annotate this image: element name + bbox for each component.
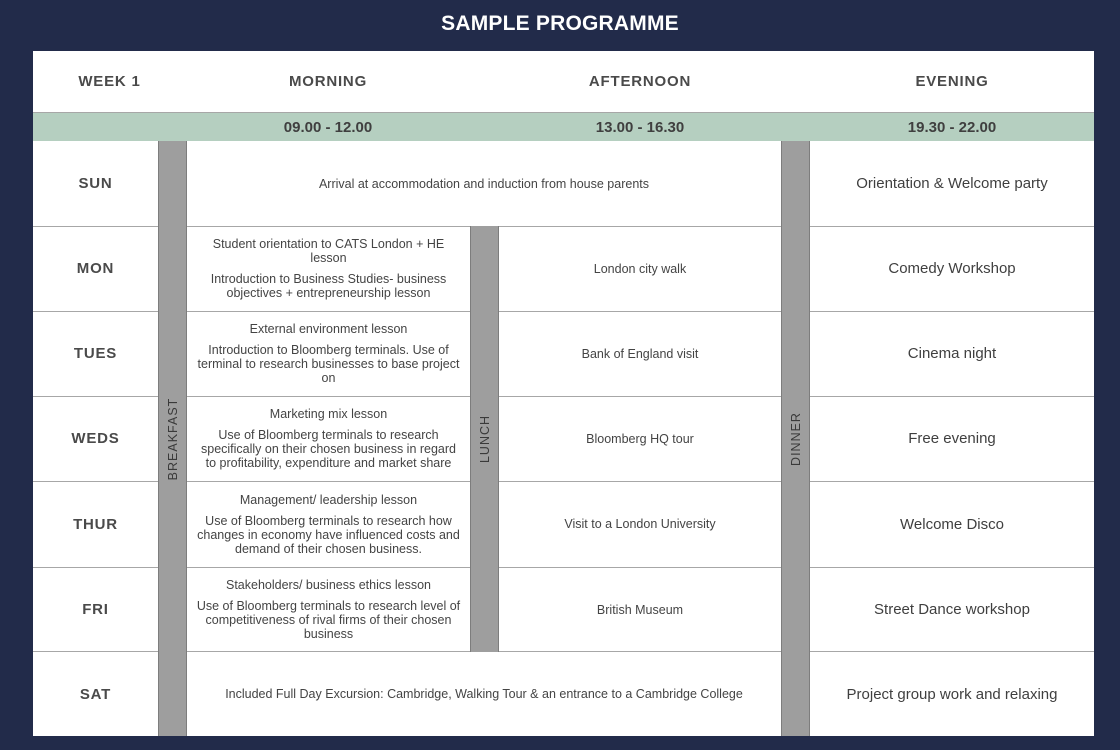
programme-table: [33, 51, 1094, 736]
evening-cell: Cinema night: [907, 345, 997, 362]
lunch-label: LUNCH: [477, 414, 492, 464]
lesson-text: External environment lesson: [249, 322, 408, 336]
page-title: SAMPLE PROGRAMME: [441, 12, 679, 35]
lesson-text: Marketing mix lesson: [269, 407, 388, 421]
breakfast-bar: [158, 141, 187, 736]
morning-cell: [187, 481, 470, 567]
evening-cell: Street Dance workshop: [874, 601, 1030, 618]
divider: [810, 396, 1094, 397]
activity-text: Visit to a London University: [564, 517, 716, 531]
activity-cell: [187, 141, 781, 226]
lesson-text: Management/ leadership lesson: [239, 492, 418, 507]
day-label: SUN: [78, 175, 113, 192]
divider: [810, 567, 1094, 568]
divider: [33, 567, 158, 568]
afternoon-cell: [499, 396, 781, 481]
header-morning: MORNING: [288, 73, 368, 90]
evening-cell: Comedy Workshop: [888, 260, 1016, 277]
divider: [33, 311, 158, 312]
activity-text: Bloomberg HQ tour: [586, 431, 694, 446]
activity-text: London city walk: [593, 261, 687, 276]
activity-text: Bank of England visit: [581, 346, 699, 361]
lesson-text: Introduction to Business Studies- business objectives + entrepreneurship lesson: [210, 272, 447, 300]
header-week: WEEK 1: [78, 73, 141, 90]
dinner-bar: [781, 141, 810, 736]
day-label: MON: [76, 260, 115, 277]
evening-cell: Project group work and relaxing: [846, 685, 1058, 703]
divider: [810, 651, 1094, 652]
header-afternoon: AFTERNOON: [588, 73, 692, 90]
morning-cell: [187, 567, 470, 652]
time-evening: 19.30 - 22.00: [907, 118, 997, 136]
divider: [33, 481, 158, 482]
morning-cell: [187, 226, 470, 311]
lesson-text: Use of Bloomberg terminals to research how changes in economy have influenced costs and demand of their chosen business.: [197, 513, 460, 556]
morning-cell: [187, 311, 470, 396]
header-evening: EVENING: [915, 73, 989, 90]
lesson-text: Use of Bloomberg terminals to research level of competitiveness of rival firms of their chosen business: [196, 599, 461, 641]
dinner-label: DINNER: [788, 411, 803, 466]
day-label: FRI: [82, 601, 109, 618]
lesson-text: Stakeholders/ business ethics lesson: [226, 578, 431, 592]
day-label: TUES: [73, 345, 118, 362]
lesson-text: Use of Bloomberg terminals to research specifically on their chosen business in regard to profitability, expenditure and market share: [201, 428, 456, 470]
day-label: WEDS: [71, 430, 120, 447]
activity-text: Included Full Day Excursion: Cambridge, Walking Tour & an entrance to a Cambridge College: [225, 687, 743, 701]
time-morning: 09.00 - 12.00: [283, 118, 373, 136]
afternoon-cell: [499, 567, 781, 652]
activity-text: Arrival at accommodation and induction from house parents: [318, 176, 650, 191]
morning-cell: [187, 396, 470, 481]
evening-cell: Orientation & Welcome party: [856, 175, 1048, 192]
divider: [810, 226, 1094, 227]
divider: [33, 651, 158, 652]
day-label: THUR: [73, 515, 118, 533]
afternoon-cell: [499, 226, 781, 311]
time-afternoon: 13.00 - 16.30: [595, 118, 685, 136]
lunch-bar: [470, 226, 499, 652]
evening-cell: Free evening: [908, 430, 996, 447]
afternoon-cell: [499, 311, 781, 396]
activity-cell: [187, 652, 781, 736]
evening-cell: Welcome Disco: [900, 515, 1004, 533]
lesson-text: Introduction to Bloomberg terminals. Use of terminal to research businesses to base project on: [197, 343, 460, 385]
divider: [33, 396, 158, 397]
day-label: SAT: [79, 685, 112, 703]
divider: [33, 226, 158, 227]
activity-text: British Museum: [596, 602, 684, 617]
divider: [810, 311, 1094, 312]
divider: [810, 481, 1094, 482]
afternoon-cell: [499, 481, 781, 567]
lesson-text: Student orientation to CATS London + HE lesson: [212, 237, 445, 265]
breakfast-label: BREAKFAST: [165, 397, 180, 480]
